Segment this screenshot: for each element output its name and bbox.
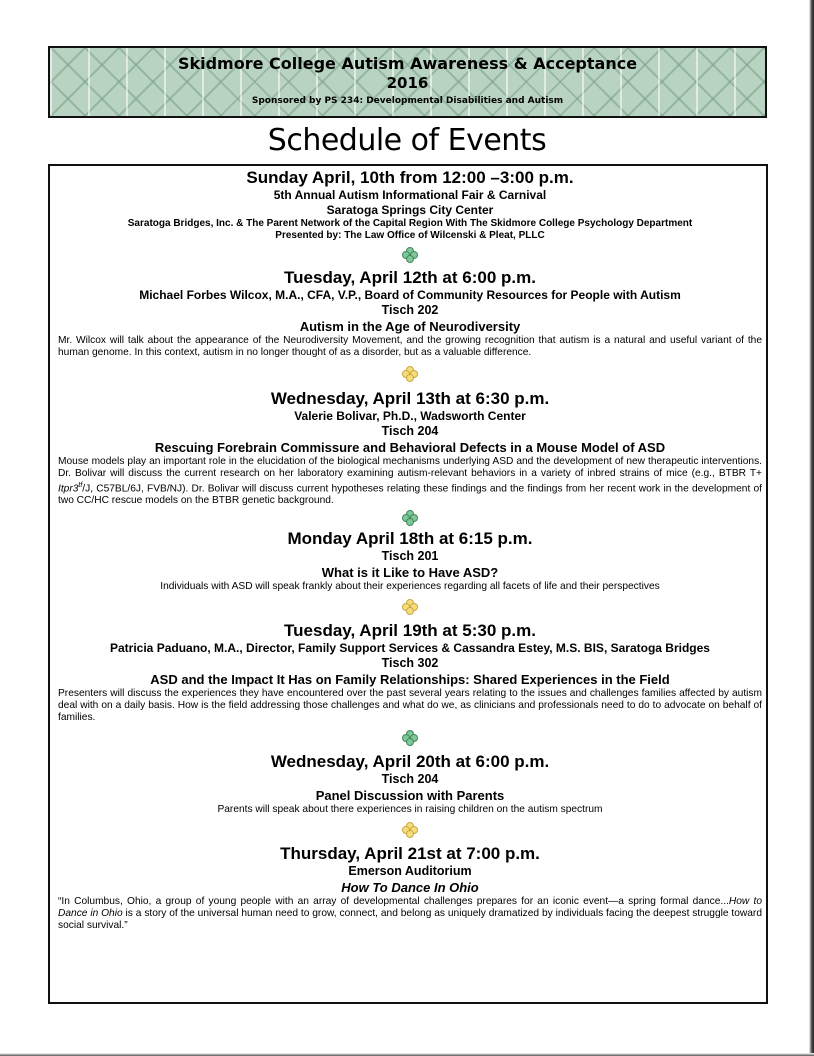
header-banner <box>48 46 767 118</box>
event-partners: Saratoga Bridges, Inc. & The Parent Network of the Capital Region With The Skidmore College Psychology Department <box>127 218 693 229</box>
divider <box>58 359 762 389</box>
event-topic: How To Dance In Ohio <box>341 880 479 896</box>
event-description: Individuals with ASD will speak frankly about their experiences regarding all facets of life and their perspectives <box>160 581 660 593</box>
event-description: Mr. Wilcox will talk about the appearance of the Neurodiversity Movement, and the growing recognition that autism is a natural and useful variant of the human genome. In this context, autism in no longer thought of as a disorder, but as a valuable difference. <box>58 335 762 358</box>
event-room: Tisch 202 <box>381 303 439 317</box>
divider <box>58 593 762 621</box>
event-description: Presenters will discuss the experiences they have encountered over the past several years relating to the issues and challenges families affected by autism deal with on a daily basis. How is the field addressing those challenges and what do we, as clinicians and professionals need to do to advocate on behalf of families. <box>58 688 762 724</box>
event-room: Tisch 204 <box>381 424 439 438</box>
event-presenter: Presented by: The Law Office of Wilcenski & Pleat, PLLC <box>275 230 545 241</box>
divider <box>58 507 762 529</box>
clover-icon <box>402 599 418 615</box>
divider <box>58 242 762 268</box>
clover-icon <box>402 366 418 382</box>
event-apr-18 <box>58 529 762 593</box>
event-topic: Panel Discussion with Parents <box>315 788 505 804</box>
event-location: Saratoga Springs City Center <box>326 203 494 217</box>
clover-icon <box>402 510 418 526</box>
events-list <box>58 168 762 932</box>
event-apr-10 <box>58 168 762 242</box>
divider <box>58 724 762 752</box>
event-date: Tuesday, April 19th at 5:30 p.m. <box>284 621 536 641</box>
event-date: Thursday, April 21st at 7:00 p.m. <box>280 844 540 864</box>
banner-sponsor: Sponsored by PS 234: Developmental Disabilities and Autism <box>251 96 564 106</box>
event-description: Mouse models play an important role in the elucidation of the biological mechanisms underlying ASD and the development of new therapeutic interventions. Dr. Bolivar will discuss the current research on her laboratory examining autism-relevant behaviors in a variety of inbred strains of mice (e.g., BTBR $T+ Itpr3^{tf}/J$, C57BL/6J, FVB/NJ). Dr. Bolivar will discuss current hypotheses relating these findings and the findings from her recent work in the development of two CC/HC rescue models on the BTBR genetic background. <box>58 456 762 507</box>
divider <box>58 816 762 844</box>
event-apr-21 <box>58 844 762 932</box>
event-topic: ASD and the Impact It Has on Family Relationships: Shared Experiences in the Field <box>150 672 670 688</box>
event-apr-20 <box>58 752 762 816</box>
event-date: Tuesday, April 12th at 6:00 p.m. <box>284 268 536 287</box>
event-date: Monday April 18th at 6:15 p.m. <box>287 529 533 549</box>
event-topic: Autism in the Age of Neurodiversity <box>299 319 521 334</box>
event-room: Emerson Auditorium <box>348 864 472 879</box>
event-date: Wednesday, April 13th at 6:30 p.m. <box>270 389 550 408</box>
event-date: Wednesday, April 20th at 6:00 p.m. <box>270 752 550 772</box>
event-description: Parents will speak about there experiences in raising children on the autism spectrum <box>217 804 603 816</box>
event-topic: What is it Like to Have ASD? <box>321 565 499 581</box>
page-title: Schedule of Events <box>267 123 547 158</box>
event-description: “In Columbus, Ohio, a group of young people with an array of developmental challenges prepares for an iconic event—a spring formal dance...How to Dance in Ohio is a story of the universal human need to grow, connect, and belong as uniquely dramatized by individuals facing the deepest struggle toward social survival.” <box>58 896 762 932</box>
event-room: Tisch 201 <box>381 549 439 564</box>
event-room: Tisch 302 <box>381 656 439 671</box>
event-apr-13 <box>58 389 762 507</box>
event-apr-12 <box>58 268 762 359</box>
banner-title: Skidmore College Autism Awareness & Acceptance <box>177 54 638 73</box>
event-speaker: Patricia Paduano, M.A., Director, Family Support Services & Cassandra Estey, M.S. BIS, Saratoga Bridges <box>110 641 710 656</box>
clover-icon <box>402 822 418 838</box>
event-speaker: Michael Forbes Wilcox, M.A., CFA, V.P., Board of Community Resources for People with Autism <box>139 288 681 302</box>
banner-year: 2016 <box>386 74 429 92</box>
event-speaker: Valerie Bolivar, Ph.D., Wadsworth Center <box>294 409 526 423</box>
event-topic: Rescuing Forebrain Commissure and Behavioral Defects in a Mouse Model of ASD <box>154 440 666 455</box>
event-room: Tisch 204 <box>381 772 439 787</box>
event-title: 5th Annual Autism Informational Fair & Carnival <box>273 188 547 202</box>
clover-icon <box>402 247 418 263</box>
event-apr-19 <box>58 621 762 724</box>
event-date: Sunday April, 10th from 12:00 –3:00 p.m. <box>246 168 574 187</box>
clover-icon <box>402 730 418 746</box>
